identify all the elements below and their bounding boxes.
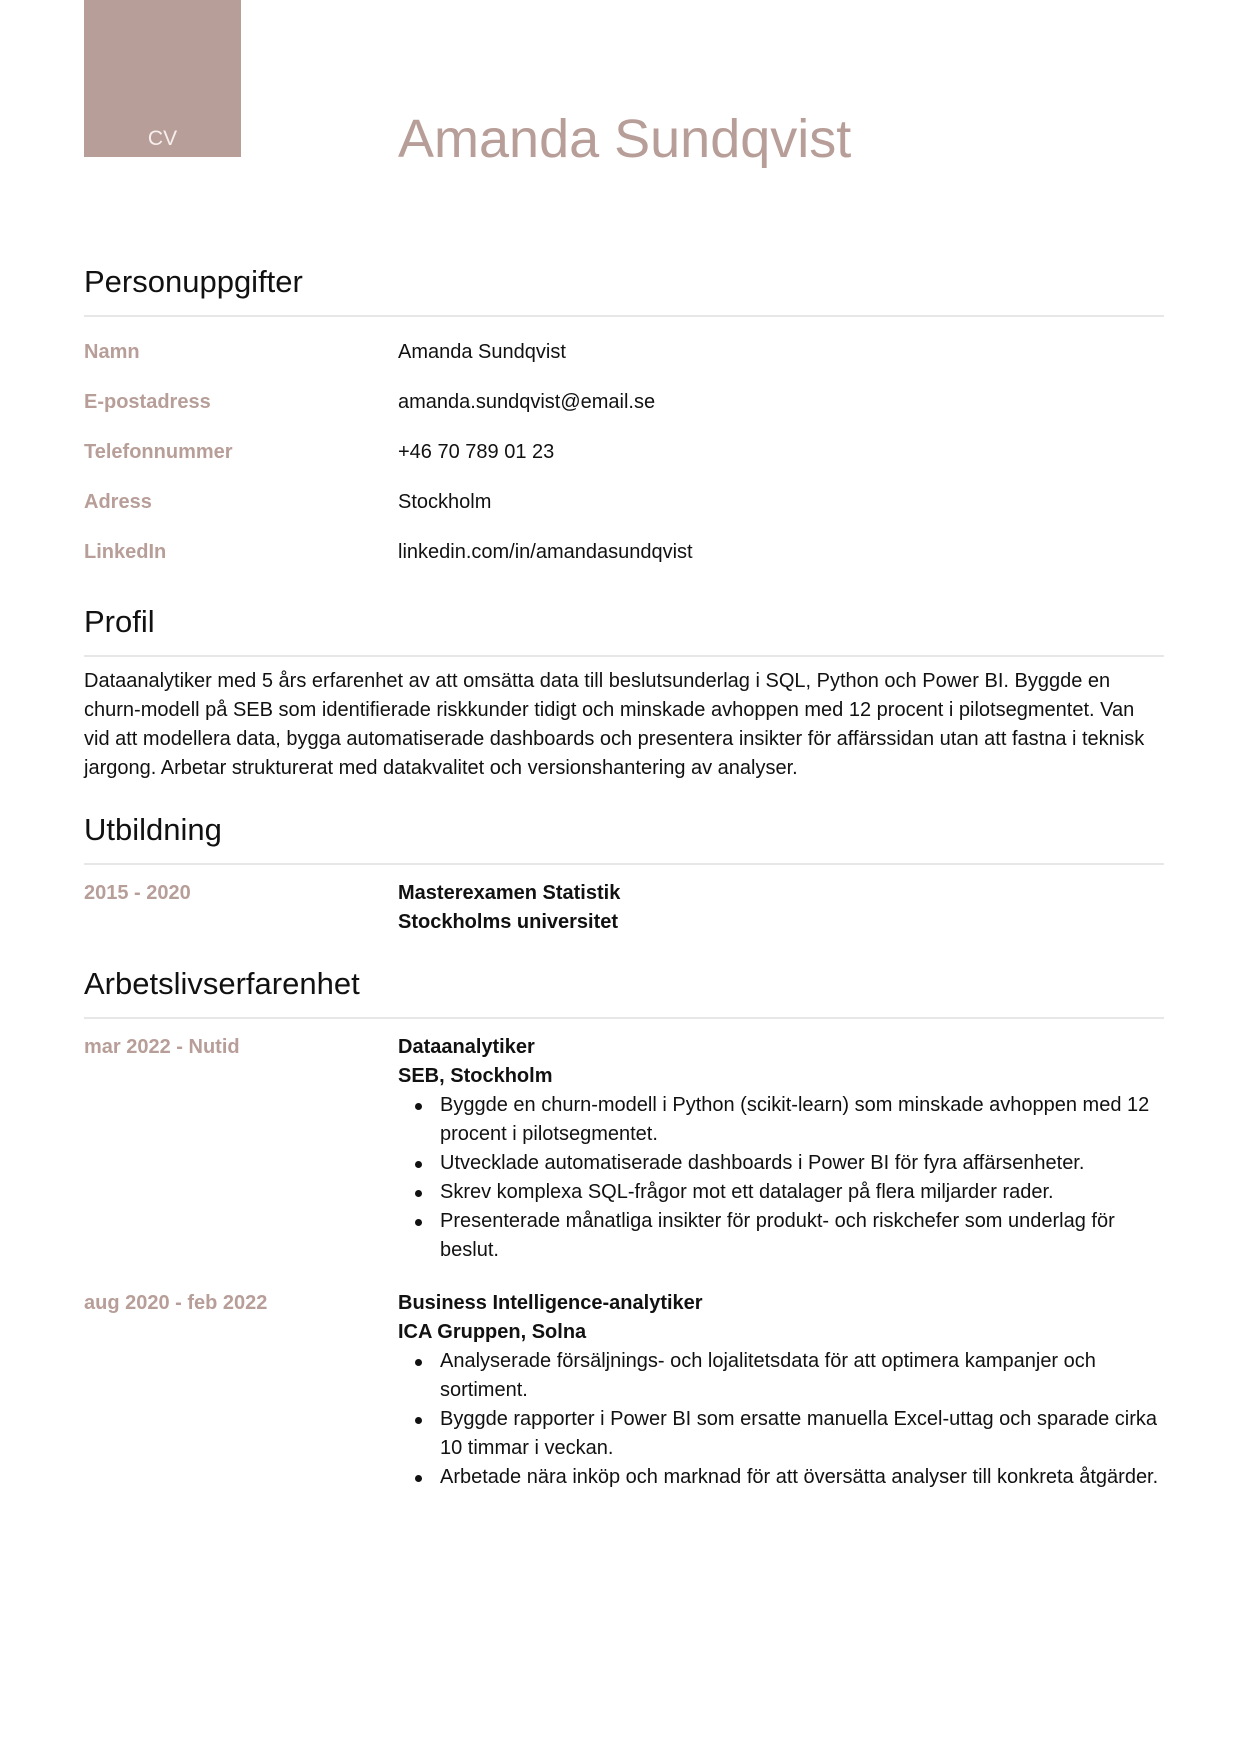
info-value: Amanda Sundqvist	[398, 340, 566, 363]
job-company: SEB, Stockholm	[398, 1065, 553, 1087]
cv-badge: CV	[84, 0, 241, 157]
info-value: Stockholm	[398, 490, 492, 513]
achievement-item: Utvecklade automatiserade dashboards i Power BI för fyra affärsenheter.	[398, 1149, 1164, 1178]
info-value: linkedin.com/in/amandasundqvist	[398, 540, 693, 563]
info-row-phone	[84, 427, 1164, 477]
info-row-name	[84, 327, 1164, 377]
achievement-item: Byggde en churn-modell i Python (scikit-learn) som minskade avhoppen med 12 procent i pilotsegmentet.	[398, 1091, 1164, 1149]
profile-text: Dataanalytiker med 5 års erfarenhet av att omsätta data till beslutsunderlag i SQL, Python och Power BI. Byggde en churn-modell på SEB som identifierade riskkunder tidigt och minskade avhoppen med 12 procent i pilotsegmentet. Van vid att modellera data, bygga automatiserade dashboards och presentera insikter för affärssidan utan att fastna i teknisk jargong. Arbetar strukturerat med datakvalitet och versionshantering av analyser.	[84, 670, 1145, 779]
entry-body	[398, 1029, 1164, 1265]
job-role: Business Intelligence-analytiker	[398, 1292, 703, 1314]
achievement-list	[398, 1091, 1164, 1265]
degree: Masterexamen Statistik	[398, 882, 621, 904]
education-entry	[84, 875, 1164, 937]
section-title-education: Utbildning	[84, 812, 222, 847]
info-label: LinkedIn	[84, 540, 167, 563]
achievement-item: Presenterade månatliga insikter för produkt- och riskchefer som underlag för beslut.	[398, 1207, 1164, 1265]
section-divider	[84, 1017, 1164, 1019]
experience-entry	[84, 1029, 1164, 1265]
info-label: Adress	[84, 490, 152, 513]
job-company: ICA Gruppen, Solna	[398, 1321, 587, 1343]
info-row-address	[84, 477, 1164, 527]
entry-body	[398, 1285, 1164, 1492]
personal-section	[84, 255, 1164, 577]
info-label: Telefonnummer	[84, 440, 233, 463]
achievement-item: Skrev komplexa SQL-frågor mot ett datalager på flera miljarder rader.	[398, 1178, 1164, 1207]
section-divider	[84, 655, 1164, 657]
achievement-item: Byggde rapporter i Power BI som ersatte manuella Excel-uttag och sparade cirka 10 timmar i veckan.	[398, 1405, 1164, 1463]
achievement-item: Arbetade nära inköp och marknad för att översätta analyser till konkreta åtgärder.	[398, 1463, 1164, 1492]
education-section	[84, 803, 1164, 937]
experience-section	[84, 957, 1164, 1492]
info-label: E-postadress	[84, 390, 211, 413]
entry-date: mar 2022 - Nutid	[84, 1036, 240, 1058]
info-value: +46 70 789 01 23	[398, 440, 555, 463]
achievement-list	[398, 1347, 1164, 1492]
candidate-name: Amanda Sundqvist	[398, 109, 852, 169]
entry-date: 2015 - 2020	[84, 882, 191, 904]
info-value: amanda.sundqvist@email.se	[398, 390, 656, 413]
cv-content	[84, 255, 1164, 1512]
job-role: Dataanalytiker	[398, 1036, 535, 1058]
info-row-email	[84, 377, 1164, 427]
section-title-personal: Personuppgifter	[84, 264, 303, 299]
entry-body	[398, 875, 1164, 937]
experience-entry	[84, 1285, 1164, 1492]
school: Stockholms universitet	[398, 911, 619, 933]
section-divider	[84, 315, 1164, 317]
section-title-profile: Profil	[84, 604, 155, 639]
entry-date: aug 2020 - feb 2022	[84, 1292, 268, 1314]
profile-section	[84, 595, 1164, 783]
info-label: Namn	[84, 340, 140, 363]
section-divider	[84, 863, 1164, 865]
info-row-linkedin	[84, 527, 1164, 577]
achievement-item: Analyserade försäljnings- och lojalitetsdata för att optimera kampanjer och sortiment.	[398, 1347, 1164, 1405]
section-title-experience: Arbetslivserfarenhet	[84, 966, 360, 1001]
